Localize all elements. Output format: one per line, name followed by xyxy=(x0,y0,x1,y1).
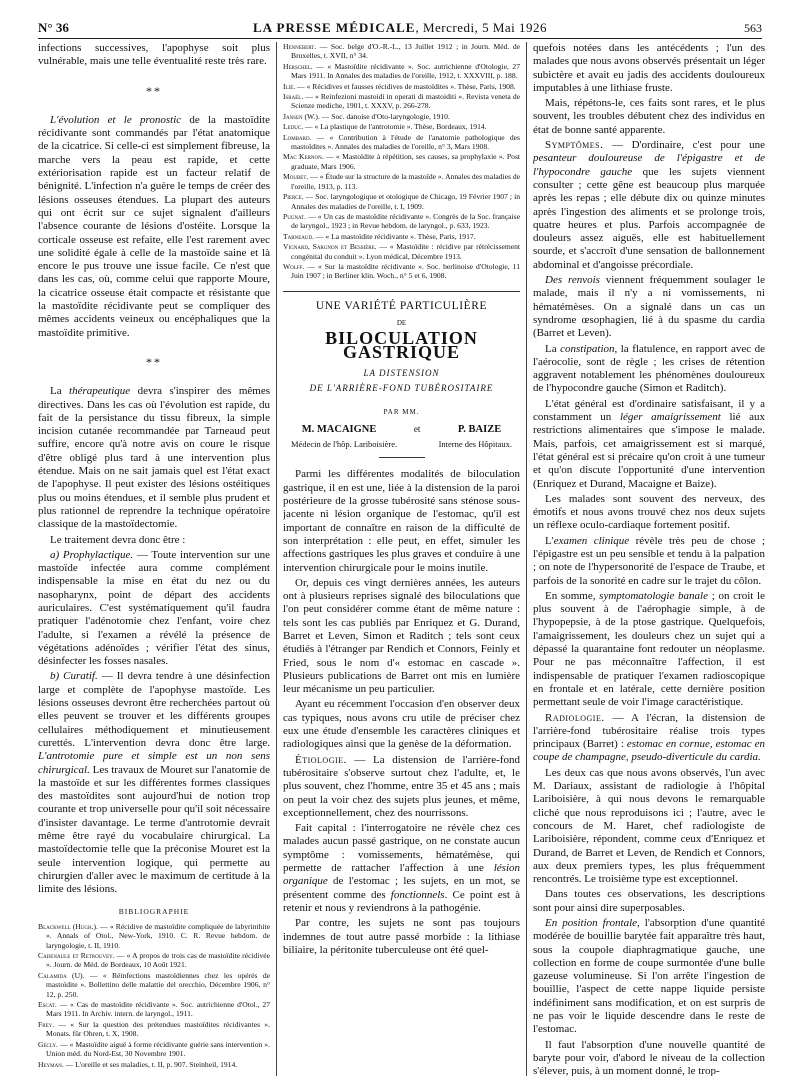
emphasis: léger amaigrissement xyxy=(619,411,721,424)
bib-text: — Soc. belge d'O.-R.-L., 13 Juillet 1912 ; in Journ. Méd. de Bruxelles, t. XVII, n° 34. xyxy=(291,42,520,61)
paragraph: Les deux cas que nous avons observés, l'un avec M. Dariaux, assistant de radiologie à l'hôpital Lariboisière, à qui nous devons le remarquable cliché que nous reproduisons ici ; l'autre, avec le concours de M. Haret, chef radiologiste de Lariboisière, répondent, comme ceux d'Enriquez et Durand, de Barret et Leven, de Rendich et Connors, aux deux premiers types, les plus fréquemment rencontrés. Le troisième type est exceptionnel. xyxy=(533,766,765,886)
paragraph: infections successives, l'apophyse soit plus vulnérable, mais une telle éventualité reste très rare. xyxy=(38,42,270,68)
bib-text: — « Étude sur la structure de la mastoïde ». Annales des maladies de l'oreille, 1913, p. 113. xyxy=(291,172,520,191)
paragraph: Dans toutes ces observations, les descriptions sont pour ainsi dire superposables. xyxy=(533,888,765,914)
bib-text: — « Mastoïdite : récidive par rétrécissement congénital du conduit ». Lyon médical, Décembre 1913. xyxy=(291,242,520,261)
text: , l'absorption d'une quantité modérée de bouillie barytée fait apparaître très haut, sous la coupole diaphragmatique gauche, une collection en forme de coupe surmontée d'une bulle gazeuse volumineuse. Si l'on arrête l'ingestion de bouillie, l'aspect de cette nappe liquide persiste indéfiniment sans modification, et on est surpris de ne pas voir le liquide descendre dans le reste de l'estomac. xyxy=(533,917,765,1036)
bib-text: — « Cas de mastoïdite récidivante ». Soc. autrichienne d'Otol., 27 Mars 1911. In Archiv. intern. de laryngol., 1911. xyxy=(46,1000,270,1019)
bib-text: — « Un cas de mastoïdite récidivante ». Congrès de la Soc. française de laryngol., 1923 ; in Revue hebdom. de laryngol., p. 633, 1923. xyxy=(291,211,520,231)
bib-author: Pierce. xyxy=(283,192,304,202)
author-1: M. MACAIGNE xyxy=(301,423,377,435)
paragraph: Ayant eu récemment l'occasion d'en observer deux cas typiques, nous avons cru utile de préciser chez eux une étude d'ensemble les caractères cliniques et radiologiques ainsi que la genèse de la déformation. xyxy=(283,698,520,751)
emphasis: L'antrotomie pure et simple est un non sens chirurgical. xyxy=(38,750,270,776)
bib-author: Vignard, Sargnon et Bessière. xyxy=(283,242,377,252)
bib-author: Israël. xyxy=(283,92,304,102)
paragraph: Or, depuis ces vingt dernières années, les auteurs ont à plusieurs reprises signalé des biloculations que l'on peut considérer comme étant de même nature : tels sont les cas publiés par Enriquez et G. Durand, Barret et Leven, Simon et Raditch ; tels sont ceux étudiés à l'étranger par Rendich et Connors, Feinly et Fried, sous le nom d'« estomac en cascade ». Plusieurs publications de Barret ont mis en lumière leur mécanisme un peu particulier. xyxy=(283,576,520,696)
bib-author: Wolff. xyxy=(283,261,305,271)
affiliation-2: Interne des Hôpitaux. xyxy=(438,439,512,450)
text: devra s'inspirer des mêmes directives. Dans les cas où l'évolution est rapide, du fait de la persistance du tissu fibreux, la simple incision cutanée recommandée par Tarneaud peut suffire, encore qu'à notre avis on coure le risque d'être obligé plus tard à une intervention plus étendue. Mais on ne sait jamais quel est l'état exact de l'apophyse. Il peut exister des lésions ostéitiques plus ou moins étendues, et il semble plus prudent et plus rationnel de reprendre la technique opératoire classique de la mastoïdectomie. xyxy=(38,385,270,531)
bib-text: — « La mastoïdite récidivante ». Thèse, Paris, 1917. xyxy=(313,231,476,241)
bibliography-entry xyxy=(283,112,520,121)
bibliography-entry xyxy=(38,922,270,950)
paragraph-evolution xyxy=(38,114,270,340)
paragraph xyxy=(533,590,765,710)
journal-title xyxy=(118,20,682,36)
text: que les sujets viennent consulter ; cette gêne est beaucoup plus marquée après les repas ; elle débute dix ou quinze minutes après l'ingestion des aliments et se prolonge trois, quatre heures et plus. Parfois accompagnée de douleurs assez aiguës, elle est habituellement sourde, et s'accroît d'une sensation de ballonnement abdominal et d'angoisse précordiale. xyxy=(533,165,765,271)
bib-text: — Soc. danoise d'Oto-laryngologie, 1910. xyxy=(319,111,450,121)
text: La xyxy=(545,342,561,355)
paragraph-therapeutique xyxy=(38,385,270,531)
paragraph: quefois notées dans les antécédents ; l'un des malades que nous avons observés présentait un léger subictère et avait eu jadis des accidents douloureux imputables à une lithiase fruste. xyxy=(533,42,765,94)
emphasis: examen clinique xyxy=(553,534,630,547)
paragraph xyxy=(533,274,765,340)
paragraph xyxy=(533,535,765,588)
bib-text: — « A propos de trois cas de mastoïdite récidivée ». Journ. de Méd. de Bordeaux, 10 Août 1921. xyxy=(46,951,270,970)
paragraph xyxy=(533,343,765,396)
paragraph xyxy=(533,917,765,1037)
paragraph: Parmi les différentes modalités de biloculation gastrique, il en est une, liée à la distension de la paroi postérieure de la grosse tubérosité sans sténose sous-jacente ni lésion organique de l'estomac, qu'il est important de connaître en raison de la difficulté de son interprétation : elle peut, en effet, simuler les affections gastriques les plus graves et conduire à une intervention chirurgicale pour le moins inutile. xyxy=(283,468,520,574)
bib-author: Blackwell (Hugh.). xyxy=(38,921,98,931)
bibliography-entry xyxy=(283,212,520,231)
emphasis: pesanteur douloureuse de l'épigastre et de l'hypocondre gauche xyxy=(533,152,765,178)
text: L'état général est d'ordinaire satisfaisant, il y a constamment un xyxy=(533,397,765,424)
bibliography-entry xyxy=(38,1020,270,1039)
text: . Ce point est à retenir et nous y reviendrons à la pathogénie. xyxy=(283,888,520,914)
bib-author: Escat. xyxy=(38,1000,57,1010)
emphasis: L'évolution et le pronostic xyxy=(50,113,182,126)
bib-author: Tarneaud. xyxy=(283,231,314,241)
bib-text: — « Récidive de mastoïdite compliquée de labyrinthite ». Annals of Otol., New-York, 1910. C. R. Revue hebdom. de laryngologie, t. II, 1910. xyxy=(46,921,270,950)
column-rule-1 xyxy=(276,42,277,1076)
bibliography-entry xyxy=(283,62,520,81)
paragraph-radiologie xyxy=(533,712,765,765)
bibliography-entry xyxy=(283,232,520,241)
text: viennent fréquemment soulager le malade, mais il n'y a ni vomissements, ni hématémèses. On a signalé dans un cas un syndrome œsophagien, lié à du spasme du cardia (Barret et Leven). xyxy=(533,274,765,340)
bibliography-entry xyxy=(283,192,520,211)
bib-author: Pugnat. xyxy=(283,211,307,221)
paragraph-etiologie xyxy=(283,754,520,820)
text: , la flatulence, en rapport avec de l'aérocolie, sont de règle ; les crises de rétention aggravent notablement les phénomènes douloureux de l'hypocondre gauche (Simon et Raditch). xyxy=(533,342,765,395)
emphasis: lésion organique xyxy=(283,862,520,888)
column-3 xyxy=(533,42,765,1076)
column-2 xyxy=(283,42,520,1076)
emphasis: En position frontale xyxy=(545,917,638,929)
bib-author: Hennebert. xyxy=(283,42,317,51)
bib-text: — L'oreille et ses maladies, t. II, p. 907. Steinheil, 1914. xyxy=(63,1059,238,1069)
section-label: Symptômes. xyxy=(545,139,604,152)
bibliography-entry xyxy=(38,1000,270,1019)
bib-author: Lombard. xyxy=(283,132,312,142)
paragraph xyxy=(283,822,520,915)
author-conjunction: et xyxy=(413,423,421,434)
text: révèle très peu de chose ; l'épigastre est un peu sensible et tendu à la palpation ; on note de l'hypersonorité de l'espace de Traube, et parfois de la sonorité en cadre sur le trajet du côlon. xyxy=(533,534,765,587)
bib-text: — « Mastoïdite à répétition, ses causes, sa prophylaxie ». Post graduate, Mars 1906. xyxy=(291,152,520,171)
bibliography-entry xyxy=(283,42,520,61)
article-title-main: BILOCULATION GASTRIQUE xyxy=(325,328,478,362)
bibliography-entry xyxy=(283,262,520,281)
bib-text: — « La plastique de l'antrotomie ». Thèse, Bordeaux, 1914. xyxy=(303,122,487,132)
text: — A l'écran, la distension de l'arrière-fond tubérositaire réalise trois types principaux (Barret) : xyxy=(533,711,765,751)
article-subtitle-line1: LA DISTENSION xyxy=(363,367,440,378)
text: — La distension de l'arrière-fond tubérositaire s'observe surtout chez l'adulte, et, le plus souvent, chez l'homme, entre 35 et 45 ans ; mais on peut la voir chez des sujets plus jeunes, et même, exceptionnellement, chez des nourrissons. xyxy=(283,753,520,819)
article-by: PAR MM. xyxy=(383,407,420,416)
short-divider xyxy=(379,457,425,458)
paragraph: Par contre, les sujets ne sont pas toujours indemnes de tout autre passé morbide : la lithiase biliaire, la péritonite tuberculeuse ont été quel- xyxy=(283,917,520,956)
affiliation-1: Médecin de l'hôp. Lariboisière. xyxy=(291,439,398,450)
issue-date: , Mercredi, 5 Mai 1926 xyxy=(415,20,548,35)
text: — Toute intervention sur une mastoïde infectée aura comme complément indispensable la mise en état du nez ou du nasopharynx, point de départ des accidents auriculaires. C'est systématiquement qu'il faudra pratiquer l'adénotomie chez l'enfant, voire chez l'adulte, si l'examen a révélé la présence de végétations adénoïdes ; vérifier l'état des sinus, désinfecter les fosses nasales. xyxy=(38,548,270,668)
section-separator: ** xyxy=(146,354,162,369)
page-number: 563 xyxy=(744,21,762,35)
bib-text: — « Récidives et fausses récidives de mastoïdites ». Thèse, Paris, 1908. xyxy=(295,81,516,91)
bib-text: — « Sur la mastoïdite récidivante ». Soc. berlinoise d'Otologie, 11 Juin 1907 ; in Berliner klin. Woch., n° 5 et 6, 1908. xyxy=(291,261,520,281)
emphasis: estomac en cornue, estomac en coupe de champagne, pseudo-diverticule du cardia. xyxy=(533,738,765,764)
bib-text: — « Sur la question des prétendues mastoïdites récidivantes ». Monats. für Ohren, t. X, 1908. xyxy=(46,1019,270,1039)
text: ; on croit le plus souvent à de l'aérophagie simple, à de l'hypopepsie, à de la ptose gastrique. Quelquefois, l'amaigrissement, les douleurs chez un sujet qui a dépassé la quarantaine font redouter un néoplasme. Pour ne pas méconnaître l'affection, il est indispensable de pratiquer l'examen radioscopique en frontale et en latérale, cette dernière position permettant seule de voir l'image caractéristique. xyxy=(533,589,765,709)
paragraph: Les malades sont souvent des nerveux, des émotifs et nous avons trouvé chez nos deux sujets un réflexe oculo-cardiaque fortement positif. xyxy=(533,492,765,532)
paragraph xyxy=(533,398,765,491)
bib-text: — « Reinfezioni mastoidi in operati di mastoiditi ». Revista veneta de Scienze mediche, 1901, t. XXXV, p. 266-278. xyxy=(291,92,520,111)
bib-author: Cadenaule et Retrouvey. xyxy=(38,951,115,961)
page-header xyxy=(38,14,762,39)
bib-author: Gécly. xyxy=(38,1039,58,1049)
text: lié aux restrictions alimentaires que s'impose le malade. Mais, parfois, cet amaigrissement est si marqué, l'état général est si précaire qu'on croit à une tumeur et qu'on discute l'opportunité d'une intervention (Enriquez et Durand, Macaigne et Baize). xyxy=(533,411,765,490)
paragraph-symptomes xyxy=(533,139,765,272)
emphasis: constipation xyxy=(560,342,615,355)
bib-text: — « Réinfections mastoïdiennes chez les opérés de mastoïdite ». Bollettino delle malattie del orecchio, Décembre 1906, n° 12, p. 250. xyxy=(46,970,270,999)
text: de la mastoïdite récidivante sont commandés par l'état anatomique de la cicatrice. Si celle-ci est simplement fibreuse, la marche vers la peau est rapide, et cette extériorisation rapide est un facteur relatif de bénignité. L'infection n'a guère le temps de créer des lésions osseuses étendues. La plupart des auteurs qui ont écrit sur ce sujet signalent d'ailleurs l'absence courante de lésions d'ostéite. Lorsque la corticale osseuse est refaite, elle l'est rarement avec une solidité égale à celle de la mastoïde saine et là encore le pus trouve une issue facile. Ce n'est que dans les cas, où, comme celui que rapporte Moure, la cicatrice osseuse était compacte et résistante que la mastoïdite récidivante peut se compliquer des mêmes accidents veineux ou encéphaliques que la mastoïdite primitive. xyxy=(38,113,270,339)
text: — Il devra tendre à une désinfection large et complète de l'apophyse mastoïde. Les lésions osseuses devront être recherchées partout où elles peuvent se trouver et les différents groupes cellulaires méthodiquement et minutieusement curettés. L'intervention devra donc être large. xyxy=(38,670,270,749)
bib-text: — « Contribution à l'étude de l'anatomie pathologique des mastoïdites ». Annales des maladies de l'oreille, n° 3, Mars 1908. xyxy=(291,132,520,152)
article-authors xyxy=(283,423,520,436)
bibliography-heading: BIBLIOGRAPHIE xyxy=(118,906,190,916)
text: En somme, xyxy=(545,589,600,602)
column-1 xyxy=(38,42,270,1076)
bib-author: Calamida (U). xyxy=(38,970,85,980)
bib-author: Ilié. xyxy=(283,81,296,91)
bibliography-entry xyxy=(283,152,520,171)
author-affiliations xyxy=(291,438,512,451)
author-2: P. BAIZE xyxy=(457,423,502,435)
text: de l'estomac ; les sujets, en un mot, se présentent comme des xyxy=(283,875,520,901)
emphasis: fonctionnels xyxy=(390,888,445,901)
bibliography-entry xyxy=(283,172,520,191)
bibliography-list xyxy=(283,42,520,281)
text: — D'ordinaire, c'est pour une xyxy=(603,139,765,152)
paragraph: Le traitement devra donc être : xyxy=(50,533,186,546)
issue-number: N° 36 xyxy=(38,20,69,35)
paragraph: Il faut l'absorption d'une nouvelle quantité de baryte pour voir, d'abord le niveau de la collection s'élever, puis, à un moment donné, le trop- xyxy=(533,1038,765,1076)
bibliography-entry xyxy=(38,971,270,999)
bibliography-entry xyxy=(38,951,270,970)
column-rule-2 xyxy=(526,42,527,1076)
paragraph-prophylactique xyxy=(38,549,270,669)
emphasis: Des renvois xyxy=(545,274,600,287)
paragraph: Mais, répétons-le, ces faits sont rares, et le plus souvent, les troubles débutent chez des individus en état de bonne santé apparente. xyxy=(533,97,765,136)
bibliography-entry xyxy=(38,1060,270,1069)
bib-text: — Soc. laryngologique et otologique de Chicago, 19 Février 1907 ; in Annales des maladies de l'oreille, t. I, 1909. xyxy=(291,192,520,211)
bibliography-entry xyxy=(283,122,520,131)
section-label: Radiologie. xyxy=(545,711,605,724)
bibliography-list xyxy=(38,922,270,1069)
bib-author: Herschel. xyxy=(283,61,313,71)
section-label: Étiologie. xyxy=(295,753,347,766)
text: Fait capital : l'interrogatoire ne révèle chez ces malades aucun passé gastrique, on ne constate aucun symptôme : vomissements, hématémèse, qui permette de rattacher l'affection à une xyxy=(283,822,520,875)
bib-author: Mac Kernon. xyxy=(283,152,324,162)
paragraph-curatif xyxy=(38,670,270,896)
section-separator: ** xyxy=(146,83,162,98)
text: L' xyxy=(545,534,554,547)
bibliography-entry xyxy=(283,82,520,91)
bib-author: Leduc. xyxy=(283,122,304,132)
bib-author: Frey. xyxy=(38,1019,55,1029)
text: La xyxy=(50,385,70,398)
journal-name: LA PRESSE MÉDICALE xyxy=(252,20,416,35)
bibliography-entry xyxy=(283,242,520,261)
emphasis: thérapeutique xyxy=(69,385,131,398)
bib-author: Heyman. xyxy=(38,1059,64,1069)
bib-text: — « Mastoïdite aiguë à forme récidivante guérie sans intervention ». Union méd. du Nord-Est, 30 Novembre 1901. xyxy=(46,1039,270,1059)
bib-author: Jansen (W.). xyxy=(283,111,320,121)
article-title-line1: UNE VARIÉTÉ PARTICULIÈRE xyxy=(315,299,488,312)
text: Les travaux de Mouret sur l'anatomie de la mastoïde et sur les différentes formes classiques des mastoïdites sont aujourd'hui de notion trop courante et trop universelle pour qu'il soit nécessaire d'insister davantage. Le terme d'antrotomie devrait même être rayé du vocabulaire chirurgical. La mastoïdectomie telle que la préconise Mouret est la seule intervention logique, qui permette au chirurgien d'aller avec le maximum de certitude à la limite des lésions. xyxy=(38,763,270,896)
emphasis: symptomatologie banale xyxy=(599,589,708,602)
bibliography-entry xyxy=(283,92,520,111)
bib-author: Mouret. xyxy=(283,172,309,182)
bibliography-entry xyxy=(38,1040,270,1059)
emphasis: b) Curatif. xyxy=(50,670,98,683)
bib-text: — « Mastoïdite récidivante ». Soc. autrichienne d'Otologie, 27 Mars 1911. In Annales des maladies de l'oreille, 1912, t. XXXVIII, p. 188. xyxy=(291,61,520,81)
article-separator xyxy=(283,291,520,292)
bibliography-entry xyxy=(283,133,520,152)
emphasis: a) Prophylactique. xyxy=(50,548,134,561)
article-title-de: DE xyxy=(396,319,407,328)
article-subtitle-line2: DE L'ARRIÈRE-FOND TUBÉROSITAIRE xyxy=(309,383,494,394)
